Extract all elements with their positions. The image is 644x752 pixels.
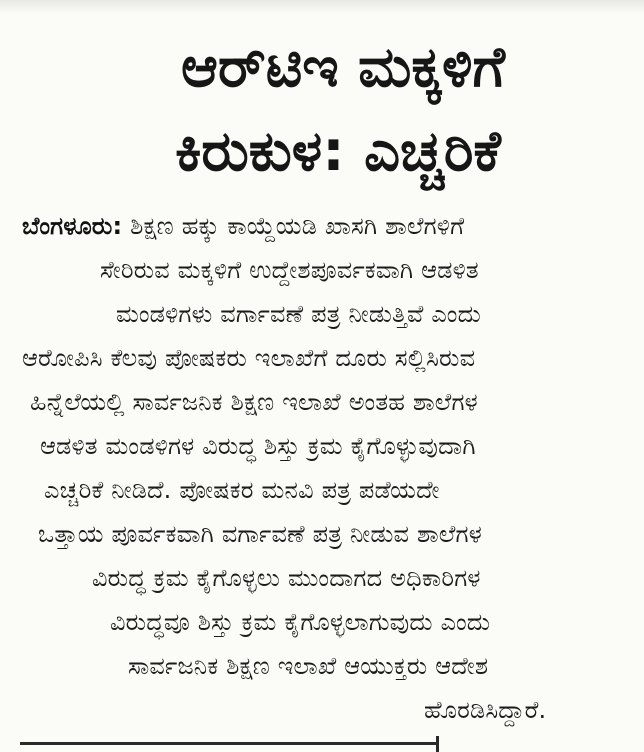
article-line-5: ಹಿನ್ನೆಲೆಯಲ್ಲಿ ಸಾರ್ವಜನಿಕ ಶಿಕ್ಷಣ ಇಲಾಖೆ ಅಂತಹ ಶಾಲೆಗಳ xyxy=(30,388,478,416)
article-line-3: ಮಂಡಳಿಗಳು ವರ್ಗಾವಣೆ ಪತ್ರ ನೀಡುತ್ತಿವೆ ಎಂದು xyxy=(116,300,481,328)
dateline: ಬೆಂಗಳೂರು: xyxy=(22,212,123,240)
article-line-2: ಸೇರಿರುವ ಮಕ್ಕಳಿಗೆ ಉದ್ದೇಶಪೂರ್ವಕವಾಗಿ ಆಡಳಿತ xyxy=(100,256,479,284)
paper-edge-shadow xyxy=(0,0,644,14)
article-line-12: ಹೊರಡಿಸಿದ್ದಾರೆ. xyxy=(424,696,547,724)
article-line-7: ಎಚ್ಚರಿಕೆ ನೀಡಿದೆ. ಪೋಷಕರ ಮನವಿ ಪತ್ರ ಪಡೆಯದೇ xyxy=(44,476,440,504)
article-line-10: ವಿರುದ್ಧವೂ ಶಿಸ್ತು ಕ್ರಮ ಕೈಗೊಳ್ಳಲಾಗುವುದು ಎಂದು xyxy=(110,608,491,636)
article-line-8: ಒತ್ತಾಯ ಪೂರ್ವಕವಾಗಿ ವರ್ಗಾವಣೆ ಪತ್ರ ನೀಡುವ ಶಾಲೆಗಳ xyxy=(38,520,482,548)
column-divider-tick xyxy=(436,736,439,752)
article-line-4: ಆರೋಪಿಸಿ ಕೆಲವು ಪೋಷಕರು ಇಲಾಖೆಗೆ ದೂರು ಸಲ್ಲಿಸಿರುವ xyxy=(22,344,476,372)
headline-line-1: ಆರ್‌ಟಿಇ ಮಕ್ಕಳಿಗೆ xyxy=(180,35,506,100)
article-line-9: ವಿರುದ್ಧ ಕ್ರಮ ಕೈಗೊಳ್ಳಲು ಮುಂದಾಗದ ಅಧಿಕಾರಿಗಳ xyxy=(92,564,481,592)
article-line-11: ಸಾರ್ವಜನಿಕ ಶಿಕ್ಷಣ ಇಲಾಖೆ ಆಯುಕ್ತರು ಆದೇಶ xyxy=(128,652,489,680)
headline-line-2: ಕಿರುಕುಳ: ಎಚ್ಚರಿಕೆ xyxy=(175,119,501,184)
article-line-6: ಆಡಳಿತ ಮಂಡಳಿಗಳ ವಿರುದ್ಧ ಶಿಸ್ತು ಕ್ರಮ ಕೈಗೊಳ್ಳುವುದಾಗಿ xyxy=(40,432,476,460)
column-divider-rule xyxy=(20,742,438,745)
article-line-1 xyxy=(22,206,464,246)
article-line-1-text: ಶಿಕ್ಷಣ ಹಕ್ಕು ಕಾಯ್ದೆಯಡಿ ಖಾಸಗಿ ಶಾಲೆಗಳಿಗೆ xyxy=(130,212,465,240)
